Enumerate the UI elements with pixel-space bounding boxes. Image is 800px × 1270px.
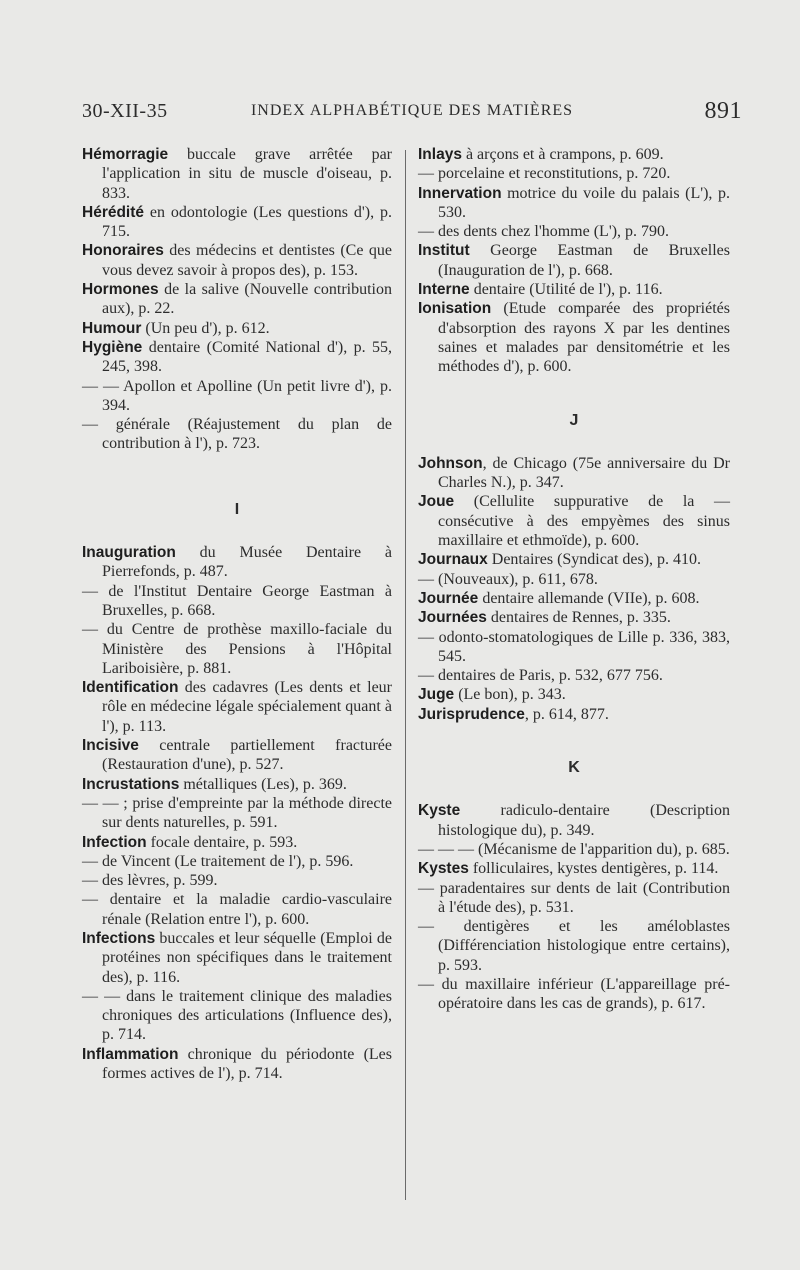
entry-text: dentaire (Comité National d'), p. 55, 245, 398. — [102, 338, 392, 376]
index-subentry: — odonto-stomatologiques de Lille p. 336, 383, 545. — [418, 628, 730, 665]
index-subentry: — dentaires de Paris, p. 532, 677 756. — [418, 667, 663, 685]
index-entry — [82, 833, 392, 852]
entry-text: (Un peu d'), p. 612. — [141, 319, 270, 337]
index-entry — [418, 145, 730, 164]
headword: Kystes — [418, 860, 469, 878]
entry-text: à arçons et à crampons, p. 609. — [461, 146, 664, 163]
index-subentry: — du Centre de prothèse maxillo-faciale du Ministère des Pensions à l'Hôpital Lariboisière, p. 881. — [82, 621, 392, 677]
entry-text: de la salive (Nouvelle contribution aux), p. 22. — [102, 281, 392, 318]
entry-text: , p. 614, 877. — [524, 705, 609, 723]
section-letter-j: J — [569, 411, 579, 429]
entry-text: buccales et leur séquelle (Emploi de protéines non spécifiques dans le traitement des), p. 116. — [102, 929, 392, 986]
index-entry — [82, 280, 392, 319]
index-entry — [82, 736, 392, 775]
index-subentry: — — Apollon et Apolline (Un petit livre d'), p. 394. — [82, 377, 392, 414]
entry-text: motrice du voile du palais (L'), p. 530. — [438, 184, 730, 221]
entry-text: (Le bon), p. 343. — [454, 686, 566, 704]
index-entry — [418, 184, 730, 223]
index-entry — [82, 145, 392, 203]
entry-text: , de Chicago (75e anniversaire du Dr Charles N.), p. 347. — [438, 454, 730, 492]
index-subentry: — générale (Réajustement du plan de contribution à l'), p. 723. — [82, 416, 392, 453]
headword: Inlays — [418, 146, 462, 163]
headword: Juge — [418, 686, 455, 704]
headword: Interne — [418, 281, 470, 299]
headword: Incisive — [82, 737, 139, 755]
index-subentry: — (Nouveaux), p. 611, 678. — [418, 570, 598, 588]
index-entry — [82, 543, 392, 582]
header-title: INDEX ALPHABÉTIQUE DES MATIÈRES — [250, 102, 574, 119]
index-entry — [418, 685, 730, 704]
index-entry — [82, 929, 392, 987]
entry-text: folliculaires, kystes dentigères, p. 114. — [468, 860, 719, 878]
index-entry — [82, 338, 392, 377]
index-entry — [418, 705, 730, 724]
index-subentry: — — ; prise d'empreinte par la méthode directe sur dents naturelles, p. 591. — [82, 794, 392, 832]
headword: Jurisprudence — [418, 705, 525, 723]
headword: Hérédité — [82, 203, 145, 221]
index-subentry: — paradentaires sur dents de lait (Contribution à l'étude des), p. 531. — [418, 879, 730, 916]
index-entry — [418, 608, 730, 627]
headword: Incrustations — [82, 775, 180, 793]
entry-text: (Cellulite suppurative de la — consécutive à des empyèmes des sinus maxillaire et ethmoïde), p. 600. — [438, 493, 730, 550]
headword: Infection — [82, 833, 147, 851]
index-subentry: — — dans le traitement clinique des maladies chroniques des articulations (Influence des), p. 714. — [82, 987, 392, 1044]
headword: Johnson — [418, 454, 483, 472]
entry-text: des cadavres (Les dents et leur rôle en médecine légale spécialement quant à l'), p. 113. — [102, 679, 392, 735]
column-divider — [405, 150, 406, 1200]
index-entry — [82, 1045, 392, 1084]
headword: Inflammation — [82, 1045, 179, 1063]
page-number: 891 — [704, 98, 742, 124]
header-date: 30-XII-35 — [82, 100, 168, 122]
index-subentry: — des lèvres, p. 599. — [82, 872, 218, 890]
headword: Journée — [418, 589, 479, 607]
entry-text: métalliques (Les), p. 369. — [179, 775, 347, 793]
headword: Joue — [418, 493, 455, 511]
entry-text: centrale partiellement fracturée (Restauration d'une), p. 527. — [102, 737, 392, 774]
headword: Journaux — [418, 551, 488, 569]
headword: Humour — [82, 319, 142, 337]
index-entry — [418, 241, 730, 280]
headword: Identification — [82, 679, 179, 697]
right-column — [418, 145, 730, 1014]
index-entry — [418, 589, 730, 608]
headword: Innervation — [418, 184, 502, 202]
headword: Journées — [418, 609, 487, 627]
index-entry — [418, 859, 730, 878]
headword: Inauguration — [82, 544, 176, 562]
page-header — [82, 100, 742, 130]
entry-text: des médecins et dentistes (Ce que vous devez savoir à propos des), p. 153. — [102, 242, 392, 279]
index-subentry: — du maxillaire inférieur (L'appareillage pré-opératoire dans les cas de grands), p. 617. — [418, 975, 730, 1013]
index-entry — [82, 319, 392, 338]
section-letter-i: I — [234, 500, 240, 518]
index-subentry: — de l'Institut Dentaire George Eastman à Bruxelles, p. 668. — [82, 582, 392, 619]
section-gap — [418, 377, 730, 393]
index-entry — [82, 241, 392, 280]
entry-text: dentaire allemande (VIIe), p. 608. — [478, 589, 700, 607]
index-entry — [82, 678, 392, 736]
entry-text: focale dentaire, p. 593. — [146, 833, 298, 851]
entry-text: George Eastman de Bruxelles (Inauguration de l'), p. 668. — [438, 242, 730, 279]
index-subentry: — porcelaine et reconstitutions, p. 720. — [418, 165, 671, 183]
index-subentry: — dentigères et les améloblastes (Différenciation histologique entre certains), p. 593. — [418, 918, 730, 974]
index-subentry: — de Vincent (Le traitement de l'), p. 596. — [82, 852, 354, 870]
entry-text: chronique du périodonte (Les formes actives de l'), p. 714. — [102, 1045, 392, 1083]
index-entry — [82, 775, 392, 794]
index-entry — [418, 299, 730, 376]
left-column — [82, 145, 392, 1083]
entry-text: buccale grave arrêtée par l'application in situ de muscle d'oiseau, p. 833. — [102, 146, 392, 202]
entry-text: radiculo-dentaire (Description histologique du), p. 349. — [438, 802, 730, 839]
entry-text: du Musée Dentaire à Pierrefonds, p. 487. — [102, 544, 392, 581]
headword: Institut — [418, 242, 470, 260]
headword: Infections — [82, 929, 156, 947]
index-entry — [418, 454, 730, 493]
index-subentry: — des dents chez l'homme (L'), p. 790. — [418, 223, 670, 241]
section-gap — [82, 454, 392, 482]
index-subentry: — dentaire et la maladie cardio-vasculaire rénale (Relation entre l'), p. 600. — [82, 891, 392, 928]
headword: Honoraires — [82, 242, 164, 260]
headword: Hémorragie — [82, 146, 169, 163]
entry-text: Dentaires (Syndicat des), p. 410. — [487, 551, 702, 569]
section-gap — [418, 724, 730, 740]
headword: Hormones — [82, 281, 159, 299]
entry-text: en odontologie (Les questions d'), p. 715. — [102, 203, 392, 241]
index-entry — [418, 801, 730, 840]
index-entry — [418, 280, 730, 299]
section-letter-k: K — [568, 759, 580, 777]
entry-text: (Etude comparée des propriétés d'absorption des rayons X par les dentines saines et malades par densitométrie et les méthodes d'), p. 600. — [438, 300, 730, 376]
index-subentry: — — — (Mécanisme de l'apparition du), p. 685. — [418, 840, 730, 858]
headword: Ionisation — [418, 300, 492, 318]
index-entry — [418, 550, 730, 569]
index-entry — [82, 203, 392, 242]
headword: Kyste — [418, 802, 461, 820]
index-entry — [418, 492, 730, 550]
entry-text: dentaires de Rennes, p. 335. — [486, 609, 671, 627]
headword: Hygiène — [82, 338, 143, 356]
entry-text: dentaire (Utilité de l'), p. 116. — [469, 281, 663, 299]
